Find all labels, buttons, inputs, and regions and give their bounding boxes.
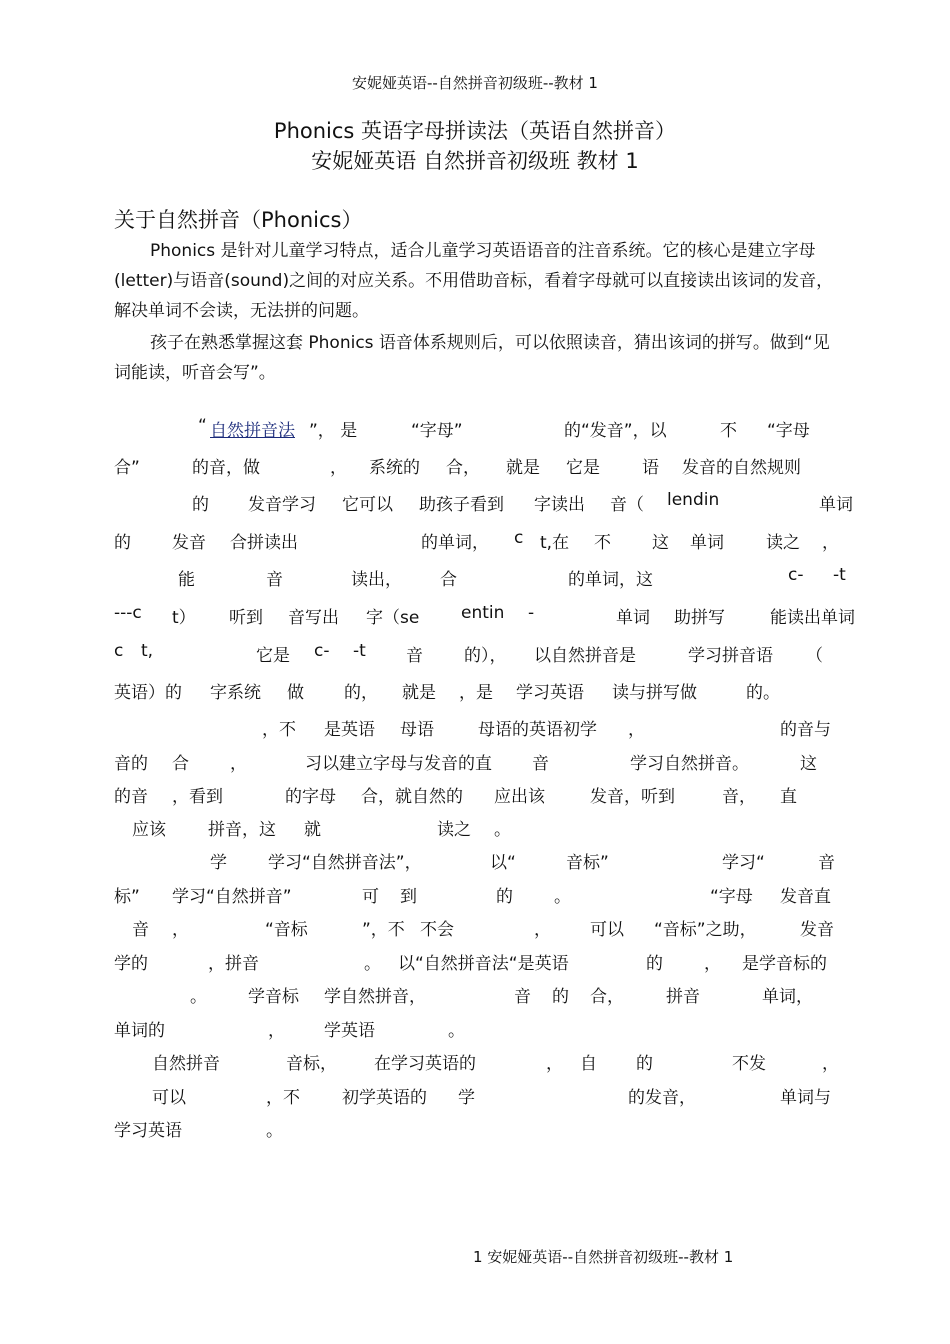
text-fragment: 初学英语的: [342, 1088, 427, 1108]
text-fragment: 学习“自然拼音法”，: [268, 853, 422, 873]
fragment-line-3: [0, 490, 950, 516]
fragment-line-14: [0, 882, 950, 908]
document-title-line1: Phonics 英语字母拼读法（英语自然拼音）: [273, 119, 677, 143]
text-fragment: 合，: [590, 987, 624, 1007]
fragment-line-6: [0, 603, 950, 629]
text-fragment: 这: [800, 754, 817, 774]
text-fragment: 学的: [114, 954, 148, 974]
text-fragment: 读之: [437, 820, 471, 840]
text-fragment: 音标，: [286, 1054, 337, 1074]
text-fragment: 的单词，: [421, 533, 489, 553]
text-fragment: 音: [532, 754, 549, 774]
text-fragment: “音标: [265, 920, 308, 940]
text-fragment: 的），: [464, 646, 507, 666]
text-fragment: 学: [458, 1088, 475, 1108]
text-fragment: 不: [720, 421, 737, 441]
text-fragment: 应出该: [494, 787, 545, 807]
document-title-line2: 安妮娅英语 自然拼音初级班 教材 1: [311, 149, 639, 173]
fragment-line-10: [0, 749, 950, 775]
text-fragment: 的: [192, 495, 209, 515]
fragment-line-5: [0, 565, 950, 591]
text-fragment: ”，不: [362, 920, 405, 940]
text-fragment: ，: [822, 533, 839, 553]
link-fragment: 自然拼音法: [210, 421, 295, 441]
text-fragment: 的: [496, 887, 513, 907]
text-fragment: ，拼音: [208, 954, 259, 974]
text-fragment: 英语）的: [114, 683, 182, 703]
text-fragment: 发音直: [780, 887, 831, 907]
fragment-line-18: [0, 1016, 950, 1042]
text-fragment: 是学音标的: [742, 954, 827, 974]
text-fragment: 音: [266, 570, 283, 590]
fragment-line-7: [0, 641, 950, 667]
text-fragment: 学习拼音语: [688, 646, 773, 666]
text-fragment: 的，: [344, 683, 378, 703]
text-fragment: 可: [362, 887, 379, 907]
text-fragment: 的。: [746, 683, 780, 703]
text-fragment: 的: [114, 533, 131, 553]
text-fragment: 自: [580, 1054, 597, 1074]
text-fragment: 合拼读出: [230, 533, 298, 553]
text-fragment: 。: [266, 1121, 283, 1141]
text-fragment: t）: [172, 608, 196, 628]
paragraph-text: 孩子在熟悉掌握这套 Phonics 语音体系规则后，可以依照读音，猜出该词的拼写。做到“见词能读，听音会写”。: [114, 333, 830, 383]
text-fragment: c: [114, 641, 124, 661]
text-fragment: 字（se: [366, 608, 420, 628]
fragment-line-2: [0, 453, 950, 479]
text-fragment: 助孩子看到: [419, 495, 504, 515]
running-header: 安妮娅英语--自然拼音初级班--教材 1: [352, 74, 598, 92]
text-fragment: c-: [788, 565, 804, 585]
fragment-line-20: [0, 1083, 950, 1109]
fragment-line-16: [0, 949, 950, 975]
text-fragment: 合，就自然的: [361, 787, 463, 807]
text-fragment: 是英语: [324, 720, 375, 740]
text-fragment: t,: [141, 641, 154, 661]
text-fragment: 。: [494, 820, 511, 840]
text-fragment: “: [198, 416, 207, 436]
text-fragment: 的“发音”，以: [564, 421, 667, 441]
text-fragment: ，不: [262, 720, 296, 740]
text-fragment: 的音，做: [192, 458, 260, 478]
text-fragment: ，: [628, 720, 645, 740]
text-fragment: 标”: [114, 887, 140, 907]
fragment-line-8: [0, 678, 950, 704]
text-fragment: 学音标: [248, 987, 299, 1007]
text-fragment: ”， 是: [309, 421, 358, 441]
fragment-line-19: [0, 1049, 950, 1075]
text-fragment: 直: [780, 787, 797, 807]
text-fragment: 系统的: [369, 458, 420, 478]
text-fragment: 合，: [446, 458, 480, 478]
text-fragment: entin: [461, 603, 505, 623]
text-fragment: 合: [172, 754, 189, 774]
text-fragment: 就是: [402, 683, 436, 703]
text-fragment: ，不: [266, 1088, 300, 1108]
text-fragment: 单词: [690, 533, 724, 553]
text-fragment: 不会: [420, 920, 454, 940]
text-fragment: 读与拼写做: [612, 683, 697, 703]
text-fragment: 能: [178, 570, 195, 590]
text-fragment: 读之: [766, 533, 800, 553]
text-fragment: 母语的英语初学: [478, 720, 597, 740]
text-fragment: -t: [833, 565, 846, 585]
text-fragment: ，是: [459, 683, 493, 703]
intro-paragraph-1: [114, 236, 840, 326]
text-fragment: ，: [546, 1054, 563, 1074]
text-fragment: 学习英语: [114, 1121, 182, 1141]
text-fragment: 音写出: [288, 608, 339, 628]
text-fragment: 就是: [506, 458, 540, 478]
text-fragment: 自然拼音: [152, 1054, 220, 1074]
text-fragment: 就: [304, 820, 321, 840]
text-fragment: 拼音: [666, 987, 700, 1007]
text-fragment: 习以建立字母与发音的直: [305, 754, 492, 774]
text-fragment: 。: [554, 887, 571, 907]
text-fragment: 它可以: [342, 495, 393, 515]
text-fragment: 发音的自然规则: [682, 458, 801, 478]
text-fragment: 读出，: [351, 570, 402, 590]
text-fragment: “字母: [710, 887, 753, 907]
text-fragment: 音: [514, 987, 531, 1007]
text-fragment: 。: [364, 954, 381, 974]
paragraph-text: Phonics 是针对儿童学习特点，适合儿童学习英语语音的注音系统。它的核心是建立字母(letter)与语音(sound)之间的对应关系。不用借助音标，看着字母就可以直接读出该词的发音，解决单词不会读，无法拼的问题。: [114, 241, 834, 321]
text-fragment: 音标”: [566, 853, 609, 873]
text-fragment: c: [514, 528, 524, 548]
text-fragment: 能读出单词: [770, 608, 855, 628]
text-fragment: 音: [818, 853, 835, 873]
text-fragment: 可以: [590, 920, 624, 940]
fragment-line-12: [0, 815, 950, 841]
text-fragment: 合”: [114, 458, 140, 478]
text-fragment: 它是: [566, 458, 600, 478]
text-fragment: ，: [268, 1021, 285, 1041]
text-fragment: 这: [652, 533, 669, 553]
text-fragment: 字系统: [210, 683, 261, 703]
text-fragment: 单词，: [762, 987, 813, 1007]
text-fragment: 拼音，这: [208, 820, 276, 840]
text-fragment: 音，: [722, 787, 756, 807]
text-fragment: ，看到: [172, 787, 223, 807]
text-fragment: 学自然拼音，: [324, 987, 426, 1007]
fragment-line-4: [0, 528, 950, 554]
text-fragment: ---c: [114, 603, 142, 623]
text-fragment: 语: [642, 458, 659, 478]
text-fragment: “字母: [767, 421, 810, 441]
text-fragment: 助拼写: [674, 608, 725, 628]
fragment-line-13: [0, 848, 950, 874]
fragment-line-1: [0, 416, 950, 442]
fragment-line-11: [0, 782, 950, 808]
fragment-line-15: [0, 915, 950, 941]
text-fragment: 发音学习: [248, 495, 316, 515]
text-fragment: -: [528, 603, 535, 623]
text-fragment: “音标”之助，: [654, 920, 757, 940]
text-fragment: 。: [448, 1021, 465, 1041]
text-fragment: 单词: [819, 495, 853, 515]
text-fragment: 的字母: [285, 787, 336, 807]
fragment-line-17: [0, 982, 950, 1008]
text-fragment: 音（: [610, 495, 644, 515]
text-fragment: ，: [172, 920, 189, 940]
text-fragment: 的: [552, 987, 569, 1007]
text-fragment: 做: [287, 683, 304, 703]
fragment-line-9: [0, 715, 950, 741]
text-fragment: 以“: [490, 853, 516, 873]
text-fragment: 学习自然拼音。: [630, 754, 749, 774]
text-fragment: 到: [400, 887, 417, 907]
text-fragment: ，: [704, 954, 721, 974]
text-fragment: 学英语: [324, 1021, 375, 1041]
text-fragment: 的音: [114, 787, 148, 807]
text-fragment: 学: [210, 853, 227, 873]
text-fragment: 的: [646, 954, 663, 974]
page-footer: 1 安妮娅英语--自然拼音初级班--教材 1: [473, 1248, 734, 1266]
text-fragment: 以自然拼音是: [534, 646, 636, 666]
text-fragment: 学习“: [722, 853, 765, 873]
text-fragment: 的发音，: [628, 1088, 696, 1108]
text-fragment: 的音与: [780, 720, 831, 740]
text-fragment: 可以: [152, 1088, 186, 1108]
text-fragment: 字读出: [534, 495, 585, 515]
text-fragment: ，: [534, 920, 551, 940]
intro-paragraph-2: [114, 328, 840, 388]
fragment-line-21: [0, 1116, 950, 1142]
text-fragment: 听到: [229, 608, 263, 628]
text-fragment: c-: [314, 641, 330, 661]
text-fragment: 学习“自然拼音”: [172, 887, 292, 907]
text-fragment: -t: [353, 641, 366, 661]
text-fragment: 发音: [800, 920, 834, 940]
text-fragment: 音: [406, 646, 423, 666]
text-fragment: 的单词，这: [568, 570, 653, 590]
text-fragment: “字母”: [411, 421, 463, 441]
text-fragment: 它是: [256, 646, 290, 666]
text-fragment: ，: [230, 754, 247, 774]
text-fragment: 的: [636, 1054, 653, 1074]
text-fragment: 单词的: [114, 1021, 165, 1041]
text-fragment: 不发: [732, 1054, 766, 1074]
text-fragment: ，: [822, 1054, 839, 1074]
text-fragment: 不: [594, 533, 611, 553]
text-fragment: t,在: [540, 533, 570, 553]
text-fragment: （: [806, 646, 823, 666]
text-fragment: 音的: [114, 754, 148, 774]
text-fragment: ，: [330, 458, 347, 478]
section-heading: 关于自然拼音（Phonics）: [114, 208, 363, 232]
text-fragment: 发音: [172, 533, 206, 553]
text-fragment: 在学习英语的: [374, 1054, 476, 1074]
text-fragment: 单词: [616, 608, 650, 628]
text-fragment: 母语: [400, 720, 434, 740]
text-fragment: 发音，听到: [590, 787, 675, 807]
text-fragment: 应该: [132, 820, 166, 840]
text-fragment: 。: [190, 987, 207, 1007]
text-fragment: 学习英语: [516, 683, 584, 703]
text-fragment: 合: [440, 570, 457, 590]
text-fragment: lendin: [667, 490, 720, 510]
text-fragment: 音: [132, 920, 149, 940]
text-fragment: 单词与: [780, 1088, 831, 1108]
text-fragment: 以“自然拼音法“是英语: [398, 954, 569, 974]
